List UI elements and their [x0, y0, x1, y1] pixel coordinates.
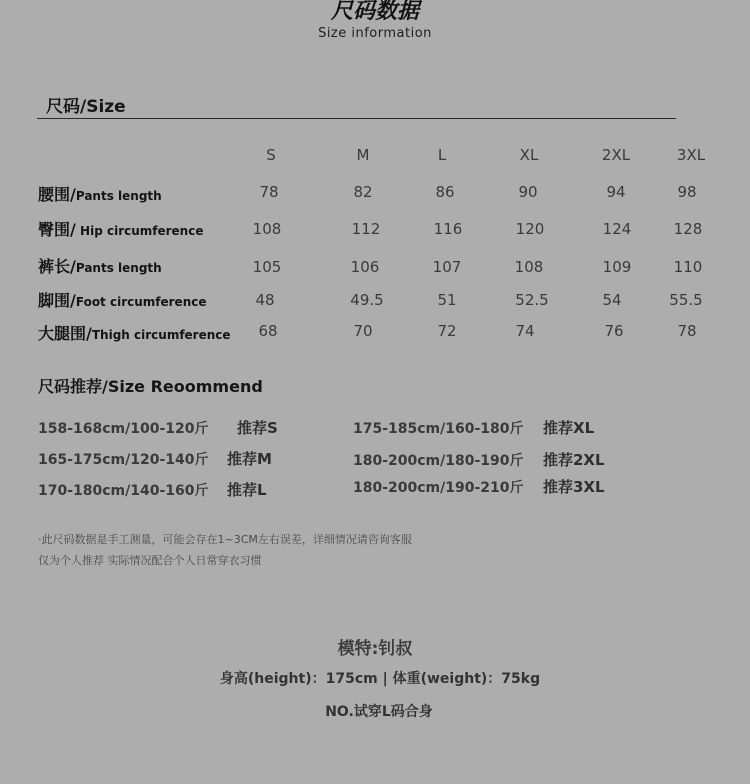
recommend-range: 180-200cm/180-190斤: [353, 453, 524, 469]
table-cell: 68: [258, 322, 278, 340]
size-column-s: S: [266, 146, 276, 164]
size-column-l: L: [437, 146, 447, 164]
row-label-cn: 脚围/: [38, 291, 76, 310]
table-cell: 108: [252, 220, 282, 238]
row-label-thigh: [38, 321, 231, 344]
model-title: 模特:钊叔: [337, 639, 413, 659]
row-label-en: Foot circumference: [75, 295, 207, 309]
table-cell: 98: [677, 183, 697, 201]
divider: [37, 118, 676, 119]
row-label-cn: 裤长/: [38, 257, 76, 276]
table-cell: 90: [518, 183, 538, 201]
table-cell: 82: [353, 183, 373, 201]
recommend-range: 175-185cm/160-180斤: [353, 421, 524, 437]
recommend-size: 推荐L: [227, 481, 267, 499]
row-label-cn: 大腿围/: [38, 324, 92, 343]
row-label-en: Pants length: [75, 261, 162, 275]
table-cell: 124: [602, 220, 632, 238]
recommend-size: 推荐XL: [543, 419, 595, 437]
size-column-3xl: 3XL: [676, 146, 706, 164]
size-column-xl: XL: [519, 146, 539, 164]
row-label-en: Pants length: [75, 189, 162, 203]
table-cell: 48: [255, 291, 275, 309]
row-label-hip: [38, 217, 203, 240]
page-title: 尺码数据: [330, 0, 419, 24]
row-label-cn: 腰围/: [38, 185, 76, 204]
table-cell: 106: [350, 258, 380, 276]
row-label-length: [38, 254, 162, 277]
table-cell: 78: [259, 183, 279, 201]
row-label-en: Hip circumference: [75, 224, 204, 238]
recommend-section-title: 尺码推荐/Size Reoommend: [38, 377, 263, 396]
table-cell: 86: [435, 183, 455, 201]
table-cell: 54: [602, 291, 622, 309]
row-label-cn: 臀围/: [38, 220, 76, 239]
table-cell: 107: [432, 258, 462, 276]
table-cell: 116: [433, 220, 463, 238]
table-cell: 120: [515, 220, 545, 238]
table-cell: 112: [351, 220, 381, 238]
table-cell: 78: [677, 322, 697, 340]
table-cell: 94: [606, 183, 626, 201]
table-cell: 128: [673, 220, 703, 238]
table-cell: 49.5: [350, 291, 384, 309]
table-cell: 72: [437, 322, 457, 340]
size-section-title: 尺码/Size: [46, 97, 126, 117]
recommend-size: 推荐2XL: [543, 451, 605, 469]
recommend-size: 推荐S: [237, 419, 278, 437]
table-cell: 105: [252, 258, 282, 276]
table-cell: 108: [514, 258, 544, 276]
row-label-waist: [38, 182, 162, 205]
row-label-foot: [38, 288, 207, 311]
measurement-note: ·此尺码数据是手工测量，可能会存在1~3CM左右误差，详细情况请咨询客服: [38, 533, 412, 546]
recommend-range: 158-168cm/100-120斤: [38, 421, 209, 437]
page-subtitle: Size information: [318, 26, 432, 41]
table-cell: 109: [602, 258, 632, 276]
table-cell: 51: [437, 291, 457, 309]
table-cell: 76: [604, 322, 624, 340]
recommend-range: 165-175cm/120-140斤: [38, 452, 209, 468]
table-cell: 52.5: [515, 291, 549, 309]
recommend-range: 180-200cm/190-210斤: [353, 480, 524, 496]
size-column-m: M: [356, 146, 370, 164]
recommendation-note: 仅为个人推荐 实际情况配合个人日常穿衣习惯: [38, 554, 262, 567]
table-cell: 55.5: [669, 291, 703, 309]
table-cell: 110: [673, 258, 703, 276]
model-fit: NO.试穿L码合身: [325, 704, 433, 720]
row-label-en: Thigh circumference: [91, 328, 231, 342]
model-measurements: 身高(height)：175cm | 体重(weight)：75kg: [219, 671, 541, 687]
recommend-size: 推荐3XL: [543, 478, 605, 496]
table-cell: 74: [515, 322, 535, 340]
size-column-2xl: 2XL: [601, 146, 631, 164]
recommend-size: 推荐M: [227, 450, 272, 468]
recommend-range: 170-180cm/140-160斤: [38, 483, 209, 499]
table-cell: 70: [353, 322, 373, 340]
